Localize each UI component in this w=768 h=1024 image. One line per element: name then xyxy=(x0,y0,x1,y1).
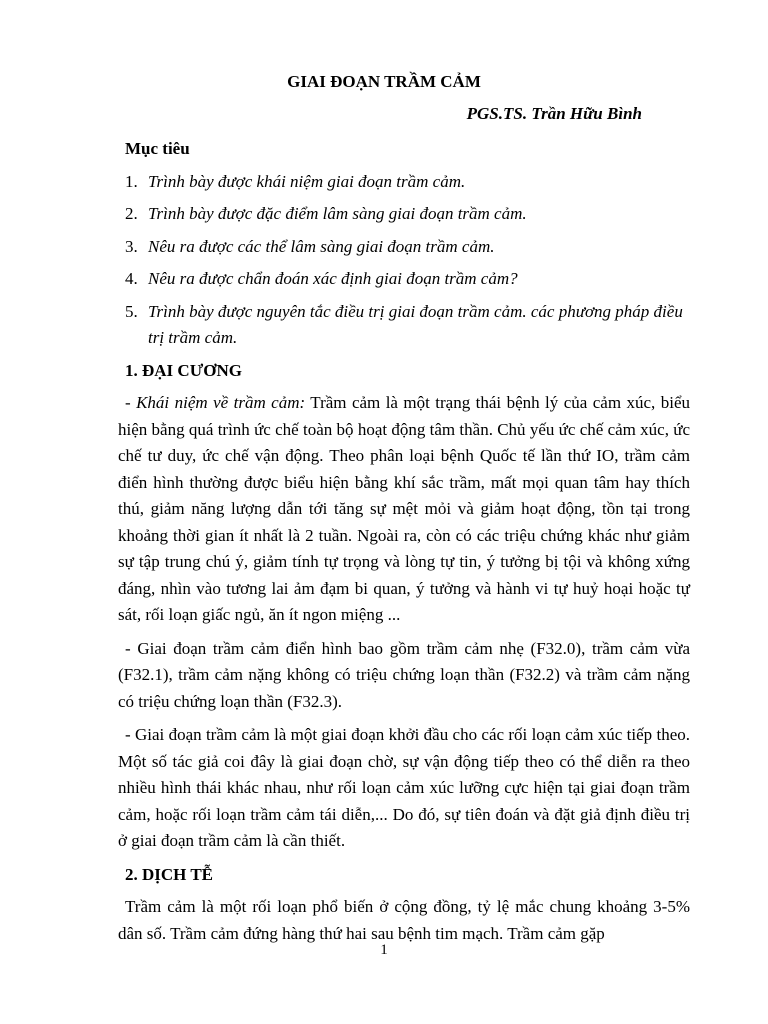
document-author: PGS.TS. Trần Hữu Bình xyxy=(466,104,642,123)
paragraph-text: Trầm cảm là một trạng thái bệnh lý của cảm xúc, biểu hiện bằng quá trình ức chế toàn bộ hoạt động tâm thần. Chủ yếu ức chế cảm xúc, ức chế tư duy, ức chế vận động. Theo phân loại bệnh Quốc tế lần thứ IO, trầm cảm điển hình thường được biểu hiện bằng khí sắc trầm, mất mọi quan tâm hay thích thú, giảm năng lượng dẫn tới tăng sự mệt mỏi và giảm hoạt động, tồn tại trong khoảng thời gian ít nhất là 2 tuần. Ngoài ra, còn có các triệu chứng khác như giảm sự tập trung chú ý, giảm tính tự trọng và lòng tự tin, ý tưởng bị tội và không xứng đáng, nhìn vào tương lai ảm đạm bi quan, ý tưởng và hành vi tự huỷ hoại hoặc tự sát, rối loạn giấc ngủ, ăn ít ngon miệng ... xyxy=(118,393,690,624)
list-item-number: 1. xyxy=(125,171,138,191)
section-heading-epidemiology: 2. DỊCH TỄ xyxy=(125,864,214,884)
list-item-text: Trình bày được đặc điểm lâm sàng giai đoạn trầm cảm. xyxy=(148,204,527,223)
paragraph-concept xyxy=(118,390,690,629)
section-heading-overview: 1. ĐẠI CƯƠNG xyxy=(125,360,242,380)
document-title: GIAI ĐOẠN TRẦM CẢM xyxy=(287,72,481,91)
list-item-number: 3. xyxy=(125,236,138,256)
list-item-text: Trình bày được khái niệm giai đoạn trầm cảm. xyxy=(148,171,466,191)
list-item-text: Nêu ra được chẩn đoán xác định giai đoạn trầm cảm? xyxy=(148,269,518,288)
list-item-number: 5. xyxy=(125,301,138,321)
paragraph-episode: - Giai đoạn trầm cảm là một giai đoạn khởi đầu cho các rối loạn cảm xúc tiếp theo. Một số tác giả coi đây là giai đoạn chờ, sự vận động tiếp theo có thể diễn ra theo nhiều hình thái khác nhau, như rối loạn cảm xúc lưỡng cực hiện tại giai đoạn trầm cảm, hoặc rối loạn trầm cảm tái diễn,... Do đó, sự tiên đoán và đặt giả định điều trị ở giai đoạn trầm cảm là cần thiết. xyxy=(118,725,690,850)
objectives-list xyxy=(118,169,690,352)
paragraph-epidemiology: Trầm cảm là một rối loạn phổ biến ở cộng đồng, tỷ lệ mắc chung khoảng 3-5% dân số. Trầm cảm đứng hàng thứ hai sau bệnh tim mạch. Trầm cảm gặp xyxy=(118,897,690,943)
paragraph-classification: - Giai đoạn trầm cảm điển hình bao gồm trầm cảm nhẹ (F32.0), trầm cảm vừa (F32.1), trầm cảm nặng không có triệu chứng loạn thần (F32.2) và trầm cảm nặng có triệu chứng loạn thần (F32.3). xyxy=(118,638,690,711)
list-item-text: Trình bày được nguyên tắc điều trị giai đoạn trầm cảm. các phương pháp điều trị trầm cảm. xyxy=(148,301,683,347)
list-item xyxy=(118,266,690,293)
list-item-number: 4. xyxy=(125,269,138,288)
paragraph-lead: - Khái niệm về trầm cảm: xyxy=(125,393,306,412)
document-body xyxy=(118,136,690,954)
list-item xyxy=(118,169,690,196)
list-item xyxy=(118,201,690,228)
list-item-number: 2. xyxy=(125,204,138,223)
list-item xyxy=(118,234,690,261)
list-item xyxy=(118,299,690,352)
objectives-heading: Mục tiêu xyxy=(125,139,190,158)
page-number: 1 xyxy=(380,942,388,958)
list-item-text: Nêu ra được các thể lâm sàng giai đoạn trầm cảm. xyxy=(148,236,495,256)
